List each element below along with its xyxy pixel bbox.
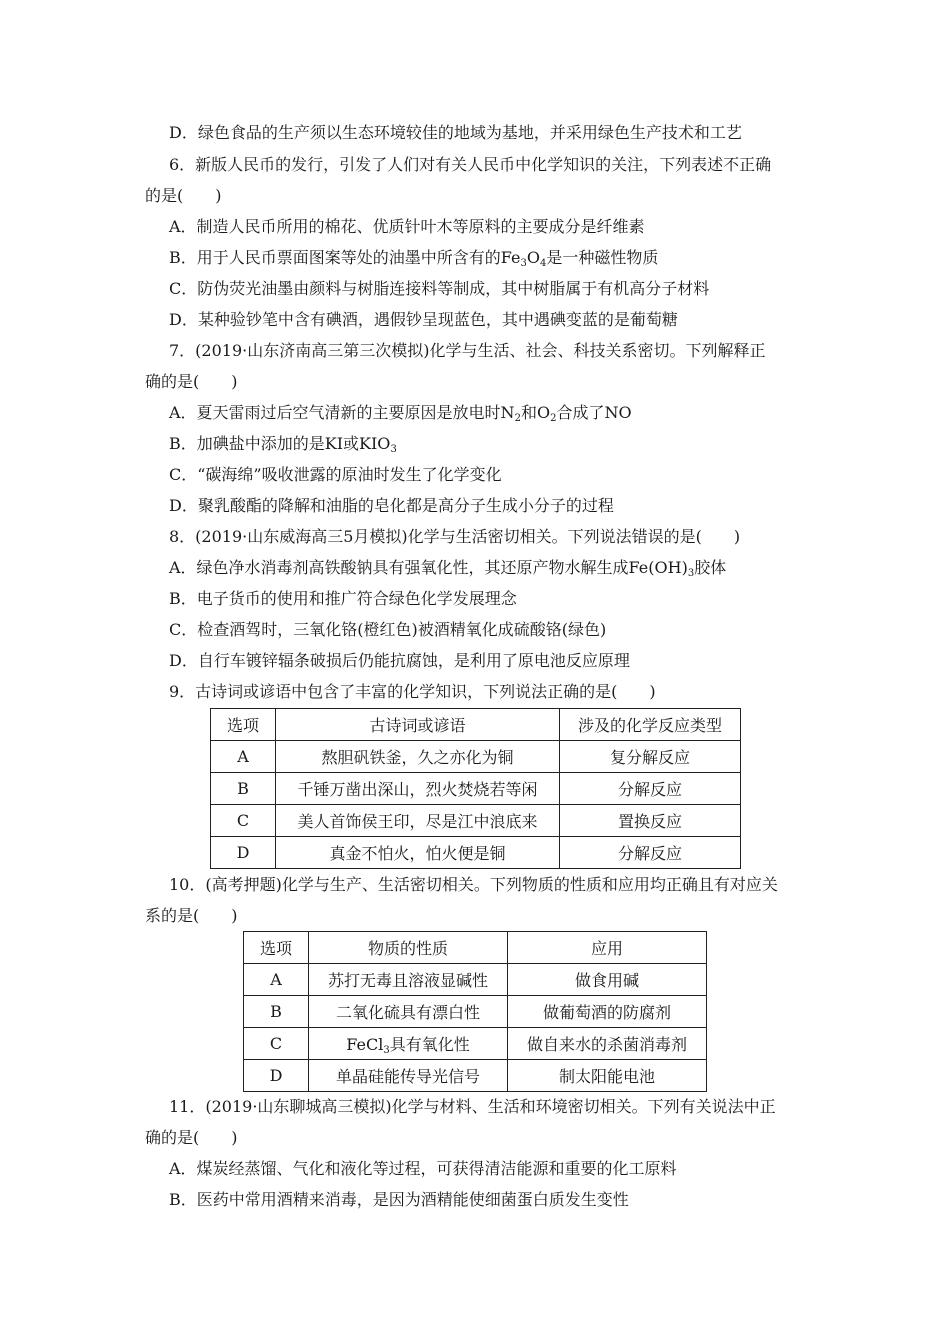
- table-row: [211, 837, 741, 869]
- table-cell: A: [244, 964, 309, 996]
- q6-stem-line1: 6．新版人民币的发行，引发了人们对有关人民币中化学知识的关注，下列表述不正确: [169, 155, 772, 174]
- table-header-cell: 古诗词或谚语: [276, 709, 560, 741]
- table-row: [244, 1060, 707, 1092]
- table-header-row: [244, 932, 707, 964]
- table-cell: 真金不怕火，怕火便是铜: [276, 837, 560, 869]
- table-cell: 做食用碱: [508, 964, 707, 996]
- q6-option-b: B．用于人民币票面图案等处的油墨中所含有的$Fe_3O_4$是一种磁性物质: [169, 248, 659, 269]
- q6-option-a: A．制造人民币所用的棉花、优质针叶木等原料的主要成分是纤维素: [169, 217, 645, 236]
- q10-table: [243, 931, 707, 1092]
- table-cell: 复分解反应: [560, 741, 741, 773]
- q11-stem-line2: 确的是( ): [145, 1128, 238, 1147]
- table-row: [211, 773, 741, 805]
- q9-stem: 9．古诗词或谚语中包含了丰富的化学知识，下列说法正确的是( ): [169, 682, 656, 701]
- q7-option-a: A．夏天雷雨过后空气清新的主要原因是放电时$N_2$和$O_2$合成了NO: [169, 403, 632, 424]
- table-cell: 千锤万凿出深山，烈火焚烧若等闲: [276, 773, 560, 805]
- q8-option-a: A．绿色净水消毒剂高铁酸钠具有强氧化性，其还原产物水解生成$Fe(OH)_3$胶体: [169, 558, 727, 579]
- q6-stem-line2: 的是( ): [145, 186, 222, 205]
- q7-option-d: D．聚乳酸酯的降解和油脂的皂化都是高分子生成小分子的过程: [169, 496, 614, 515]
- table-row: [244, 964, 707, 996]
- table-cell: 分解反应: [560, 773, 741, 805]
- table-cell: D: [211, 837, 276, 869]
- table-header-row: [211, 709, 741, 741]
- table-cell: 做自来水的杀菌消毒剂: [508, 1028, 707, 1060]
- table-cell: 单晶硅能传导光信号: [309, 1060, 508, 1092]
- q9-table: [210, 708, 741, 869]
- table-cell: C: [244, 1028, 309, 1060]
- q8-option-b: B．电子货币的使用和推广符合绿色化学发展理念: [169, 589, 517, 608]
- q6-option-d: D．某种验钞笔中含有碘酒，遇假钞呈现蓝色，其中遇碘变蓝的是葡萄糖: [169, 310, 678, 329]
- table-header-cell: 涉及的化学反应类型: [560, 709, 741, 741]
- table-cell: B: [244, 996, 309, 1028]
- table-cell: D: [244, 1060, 309, 1092]
- q8-stem: 8．(2019·山东威海高三5月模拟)化学与生活密切相关。下列说法错误的是( ): [169, 527, 741, 546]
- table-header-cell: 物质的性质: [309, 932, 508, 964]
- table-cell: 分解反应: [560, 837, 741, 869]
- table-cell: FeCl$_3$具有氧化性: [309, 1028, 508, 1060]
- q8-option-c: C．检查酒驾时，三氧化铬(橙红色)被酒精氧化成硫酸铬(绿色): [169, 620, 607, 639]
- table-row: [211, 805, 741, 837]
- table-row: [244, 1028, 707, 1060]
- table-cell: 熬胆矾铁釜，久之亦化为铜: [276, 741, 560, 773]
- q6-option-c: C．防伪荧光油墨由颜料与树脂连接料等制成，其中树脂属于有机高分子材料: [169, 279, 710, 298]
- table-cell: 做葡萄酒的防腐剂: [508, 996, 707, 1028]
- q11-option-a: A．煤炭经蒸馏、气化和液化等过程，可获得清洁能源和重要的化工原料: [169, 1159, 677, 1178]
- table-cell: 美人首饰侯王印，尽是江中浪底来: [276, 805, 560, 837]
- q7-option-c: C．“碳海绵”吸收泄露的原油时发生了化学变化: [169, 465, 502, 484]
- table-cell: B: [211, 773, 276, 805]
- q11-option-b: B．医药中常用酒精来消毒，是因为酒精能使细菌蛋白质发生变性: [169, 1190, 629, 1209]
- q5-option-d: D．绿色食品的生产须以生态环境较佳的地域为基地，并采用绿色生产技术和工艺: [169, 123, 742, 142]
- table-row: [211, 741, 741, 773]
- q7-stem-line2: 确的是( ): [145, 372, 238, 391]
- table-header-cell: 选项: [244, 932, 309, 964]
- table-cell: C: [211, 805, 276, 837]
- q7-stem-line1: 7．(2019·山东济南高三第三次模拟)化学与生活、社会、科技关系密切。下列解释正: [169, 341, 766, 360]
- q10-stem-line1: 10．(高考押题)化学与生产、生活密切相关。下列物质的性质和应用均正确且有对应关: [169, 875, 778, 894]
- table-header-cell: 选项: [211, 709, 276, 741]
- table-cell: 置换反应: [560, 805, 741, 837]
- table-row: [244, 996, 707, 1028]
- q11-stem-line1: 11．(2019·山东聊城高三模拟)化学与材料、生活和环境密切相关。下列有关说法中正: [169, 1097, 776, 1116]
- q8-option-d: D．自行车镀锌辐条破损后仍能抗腐蚀，是利用了原电池反应原理: [169, 651, 630, 670]
- table-header-cell: 应用: [508, 932, 707, 964]
- q10-stem-line2: 系的是( ): [145, 906, 238, 925]
- table-cell: A: [211, 741, 276, 773]
- table-cell: 二氧化硫具有漂白性: [309, 996, 508, 1028]
- table-cell: 苏打无毒且溶液显碱性: [309, 964, 508, 996]
- q7-option-b: B．加碘盐中添加的是KI或$KIO_3$: [169, 434, 397, 455]
- table-cell: 制太阳能电池: [508, 1060, 707, 1092]
